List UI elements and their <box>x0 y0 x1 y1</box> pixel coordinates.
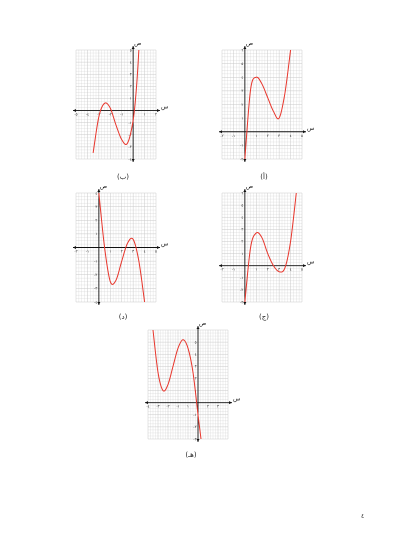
y-tick-label: ١ <box>95 232 98 237</box>
y-axis-label: ص <box>99 183 108 190</box>
x-tick-label: ٥ <box>301 133 303 138</box>
x-tick-label: -٢ <box>74 249 78 254</box>
x-tick-label: -١ <box>176 404 180 409</box>
y-tick-label: ٢ <box>241 102 244 107</box>
y-tick-label: ٣ <box>241 89 244 94</box>
x-tick-label: ٢ <box>120 249 123 254</box>
x-tick-label: -٣ <box>156 404 160 409</box>
y-tick-label: -١ <box>94 259 98 264</box>
y-tick-label: ١ <box>241 116 244 121</box>
y-tick-label: -١ <box>128 120 132 125</box>
y-tick-label: ٢ <box>241 239 244 244</box>
x-tick-label: ٢ <box>155 112 157 117</box>
y-axis-label: ص <box>134 40 142 47</box>
page-number: ٤ <box>361 513 365 520</box>
y-tick-label: -٢ <box>94 273 98 278</box>
y-tick-label: -٤ <box>94 300 98 305</box>
y-tick-label: -٣ <box>128 145 132 150</box>
x-tick-label: ١ <box>255 267 258 272</box>
x-tick-label: ٤ <box>143 249 146 254</box>
y-tick-label: ٦ <box>241 191 244 196</box>
x-tick-label: ٢ <box>266 133 269 138</box>
x-tick-label: ٣ <box>278 267 281 272</box>
y-tick-label: ٥ <box>241 203 244 208</box>
y-tick-label: -٢ <box>128 133 132 138</box>
y-axis-label: ص <box>245 183 254 190</box>
x-tick-label: -١ <box>85 249 90 254</box>
y-tick-label: ٤ <box>95 191 98 196</box>
y-tick-label: ٦ <box>241 48 244 53</box>
graph-a <box>216 40 315 165</box>
y-tick-label: ٣ <box>129 72 132 77</box>
x-tick-label: -٣ <box>97 112 101 117</box>
x-tick-label: ٣ <box>132 249 135 254</box>
x-tick-label: -١ <box>120 112 124 117</box>
graph-b <box>70 40 169 165</box>
x-tick-label: ١ <box>109 249 112 254</box>
y-tick-label: ٤ <box>194 352 197 357</box>
y-tick-label: ١ <box>129 96 132 101</box>
x-tick-label: ٢ <box>207 404 209 409</box>
x-tick-label: -٥ <box>74 112 78 117</box>
x-tick-label: ١ <box>143 112 146 117</box>
x-tick-label: ٢ <box>266 267 269 272</box>
graph-e <box>142 320 241 445</box>
x-tick-label: -٢ <box>220 267 224 272</box>
x-tick-label: -٢ <box>220 133 224 138</box>
y-tick-label: -١ <box>240 143 244 148</box>
y-tick-label: -١ <box>240 276 244 281</box>
x-tick-label: ٤ <box>289 267 292 272</box>
y-tick-label: -٢ <box>193 425 197 430</box>
x-axis-label: س <box>307 258 315 266</box>
graph-c <box>216 183 315 308</box>
x-tick-label: -٢ <box>108 112 112 117</box>
x-tick-label: -٢ <box>166 404 170 409</box>
y-tick-label: ٣ <box>194 364 197 369</box>
x-axis-label: س <box>233 395 241 403</box>
grid <box>222 50 302 162</box>
y-tick-label: ٤ <box>241 75 244 80</box>
x-axis-label: س <box>307 124 315 132</box>
y-tick-label: -٢ <box>240 288 244 293</box>
x-tick-label: ٣ <box>217 404 219 409</box>
x-tick-label: -٤ <box>146 404 150 409</box>
y-tick-label: ٤ <box>241 215 244 220</box>
x-tick-label: -١ <box>231 133 236 138</box>
caption-d: (د) <box>118 313 128 321</box>
y-tick-label: ٥ <box>129 48 132 53</box>
caption-a: (أ) <box>260 173 268 181</box>
y-tick-label: ٥ <box>194 340 197 345</box>
graph-d <box>70 183 169 308</box>
y-tick-label: -١ <box>193 413 197 418</box>
y-tick-label: ١ <box>194 388 197 393</box>
y-tick-label: -٣ <box>94 286 98 291</box>
y-tick-label: ٤ <box>129 60 132 65</box>
x-tick-label: ١ <box>255 133 258 138</box>
caption-c: (ج) <box>259 313 269 321</box>
x-tick-label: ٤ <box>289 133 292 138</box>
x-axis-label: س <box>161 240 169 248</box>
x-tick-label: -٤ <box>85 112 90 117</box>
x-tick-label: ٣ <box>278 133 281 138</box>
x-tick-label: ٥ <box>301 267 303 272</box>
y-tick-label: -٣ <box>240 300 244 305</box>
y-tick-label: -٢ <box>240 157 244 162</box>
caption-e: (هـ) <box>185 451 197 459</box>
y-tick-label: ٥ <box>241 61 244 66</box>
y-axis-label: ص <box>199 320 207 327</box>
x-axis-label: س <box>161 103 169 111</box>
y-tick-label: -٤ <box>128 157 132 162</box>
y-tick-label: -٣ <box>193 437 197 442</box>
x-tick-label: ١ <box>187 404 189 409</box>
y-tick-label: ٢ <box>129 84 132 89</box>
y-tick-label: ٣ <box>95 204 98 209</box>
x-tick-label: -١ <box>231 267 236 272</box>
caption-b: (ب) <box>116 173 130 181</box>
y-tick-label: ٢ <box>95 218 98 223</box>
grid <box>76 50 156 162</box>
y-axis-label: ص <box>245 40 254 47</box>
y-tick-label: ٣ <box>241 227 244 232</box>
y-tick-label: ٢ <box>194 376 197 381</box>
y-tick-label: ١ <box>241 251 244 256</box>
x-tick-label: ٥ <box>155 249 157 254</box>
